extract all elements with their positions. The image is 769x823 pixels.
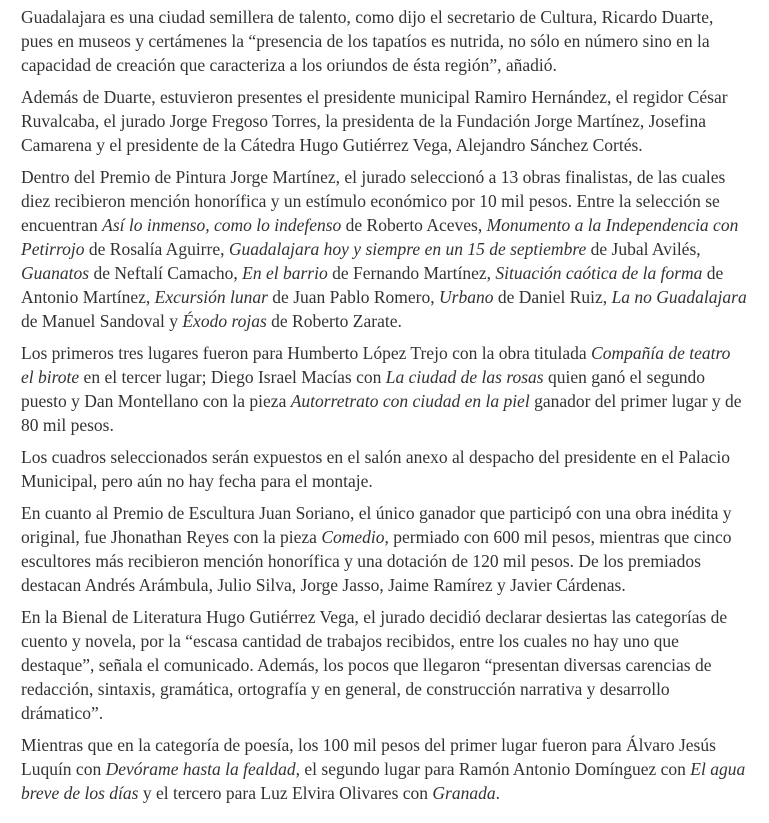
article-paragraph — [21, 605, 747, 725]
text-run: , permiado con 600 mil pesos, mientras que cinco escultores más recibieron mención honorífica y una dotación de 120 mil pesos. De los premiados destacan Andrés Arámbula, Julio Silva, Jorge Jasso, Jaime Ramírez y Javier Cárdenas. — [21, 527, 732, 595]
work-title: El agua breve de los días — [21, 759, 746, 803]
text-run: de Jubal Avilés, — [586, 239, 701, 259]
text-run: de Roberto Zarate. — [266, 311, 402, 331]
text-run: Los primeros tres lugares fueron para Humberto López Trejo con la obra titulada — [21, 343, 592, 363]
text-run: Mientras que en la categoría de poesía, los 100 mil pesos del primer lugar fueron para Álvaro Jesús Luquín con — [21, 735, 716, 779]
work-title: Autorretrato con ciudad en la piel — [290, 391, 530, 411]
text-run: de Neftalí Camacho, — [89, 263, 243, 283]
text-run: ganador del primer lugar y de 80 mil pesos. — [21, 391, 742, 435]
text-run: Además de Duarte, estuvieron presentes el presidente municipal Ramiro Hernández, el regidor César Ruvalcaba, el jurado Jorge Fregoso Torres, la presidenta de la Fundación Jorge Martínez, Josefina Camarena y el presidente de la Cátedra Hugo Gutiérrez Vega, Alejandro Sánchez Cortés. — [21, 87, 728, 155]
text-run: y el tercero para Luz Elvira Olivares con — [138, 783, 433, 803]
work-title: Excursión lunar — [154, 287, 268, 307]
article-paragraph — [21, 733, 747, 805]
text-run: de Juan Pablo Romero, — [267, 287, 440, 307]
text-run: . — [495, 783, 500, 803]
text-run: quien ganó el segundo puesto y Dan Montellano con la pieza — [21, 367, 705, 411]
work-title: Comedio — [321, 527, 385, 547]
work-title: Guanatos — [21, 263, 90, 283]
article-paragraph — [21, 85, 747, 157]
work-title: Compañía de teatro el birote — [21, 343, 731, 387]
text-run: En cuanto al Premio de Escultura Juan Soriano, el único ganador que participó con una obra inédita y original, fue Jhonathan Reyes con la pieza — [21, 503, 732, 547]
work-title: Situación caótica de la forma — [495, 263, 703, 283]
text-run: de Daniel Ruiz, — [493, 287, 612, 307]
text-run: en el tercer lugar; Diego Israel Macías con — [79, 367, 386, 387]
article-paragraph — [21, 501, 747, 597]
work-title: Así lo inmenso, como lo indefenso — [102, 215, 342, 235]
work-title: Éxodo rojas — [182, 311, 267, 331]
text-run: de Antonio Martínez, — [21, 263, 724, 307]
text-run: Dentro del Premio de Pintura Jorge Martínez, el jurado seleccionó a 13 obras finalistas, de las cuales diez recibieron mención honorífica y un estímulo económico por 10 mil pesos. Entre la selección se encuentran — [21, 167, 726, 235]
text-run: Guadalajara es una ciudad semillera de talento, como dijo el secretario de Cultura, Ricardo Duarte, pues en museos y certámenes la “presencia de los tapatíos es nutrida, no sólo en número sino en la capacidad de creación que caracteriza a los oriundos de ésta región”, añadió. — [21, 7, 714, 75]
article-paragraph — [21, 165, 747, 333]
work-title: Guadalajara hoy y siempre en un 15 de septiembre — [228, 239, 587, 259]
article-paragraph — [21, 445, 747, 493]
text-run: En la Bienal de Literatura Hugo Gutiérrez Vega, el jurado decidió declarar desiertas las categorías de cuento y novela, por la “escasa cantidad de trabajos recibidos, entre los cuales no hay uno que destaque”, señala el comunicado. Además, los pocos que llegaron “presentan diversas carencias de redacción, sintaxis, gramática, ortografía y en general, de construcción narrativa y desarrollo drámatico”. — [21, 607, 728, 723]
text-run: de Manuel Sandoval y — [21, 311, 183, 331]
article-paragraph — [21, 5, 747, 77]
text-run: , el segundo lugar para Ramón Antonio Domínguez con — [295, 759, 691, 779]
work-title: La ciudad de las rosas — [385, 367, 544, 387]
article-paragraph — [21, 341, 747, 437]
text-run: de Fernando Martínez, — [327, 263, 496, 283]
work-title: Devórame hasta la fealdad — [105, 759, 296, 779]
text-run: de Rosalía Aguirre, — [84, 239, 229, 259]
work-title: Urbano — [439, 287, 494, 307]
text-run: Los cuadros seleccionados serán expuestos en el salón anexo al despacho del presidente en el Palacio Municipal, pero aún no hay fecha para el montaje. — [21, 447, 730, 491]
work-title: La no Guadalajara — [611, 287, 747, 307]
work-title: En el barrio — [242, 263, 328, 283]
work-title: Monumento a la Independencia con Petirrojo — [21, 215, 739, 259]
text-run: de Roberto Aceves, — [341, 215, 487, 235]
work-title: Granada — [432, 783, 496, 803]
